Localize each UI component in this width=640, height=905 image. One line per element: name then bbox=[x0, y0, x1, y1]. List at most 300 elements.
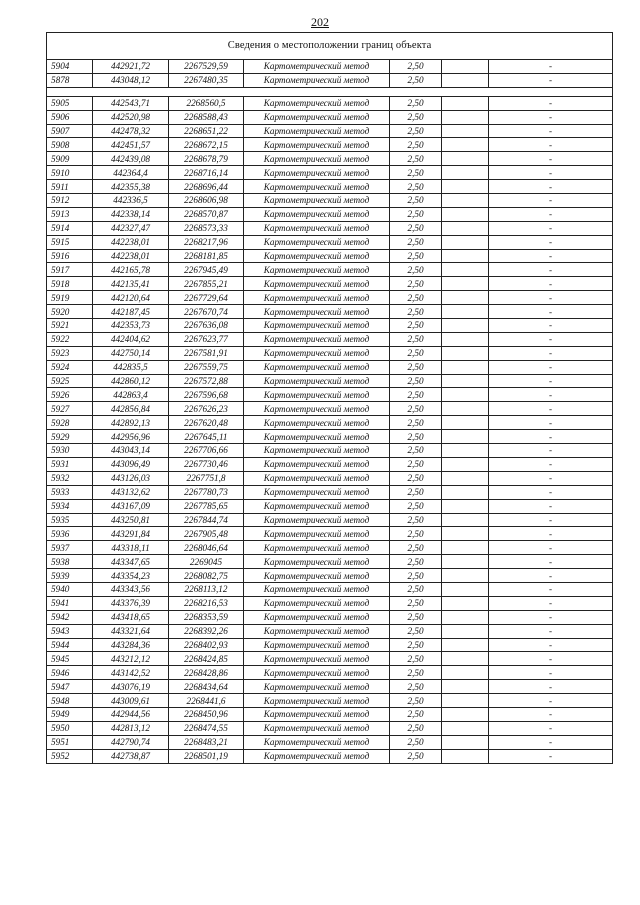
x-coordinate-cell: 442238,01 bbox=[93, 249, 169, 263]
accuracy-cell: 2,50 bbox=[390, 360, 442, 374]
note-cell: - bbox=[489, 416, 613, 430]
table-row bbox=[47, 360, 613, 374]
method-cell: Картометрический метод bbox=[244, 610, 390, 624]
accuracy-cell: 2,50 bbox=[390, 513, 442, 527]
x-coordinate-cell: 442404,62 bbox=[93, 332, 169, 346]
note-cell: - bbox=[489, 166, 613, 180]
note-cell: - bbox=[489, 513, 613, 527]
note-cell: - bbox=[489, 638, 613, 652]
point-number-cell: 5942 bbox=[47, 610, 93, 624]
extra-cell bbox=[442, 360, 489, 374]
x-coordinate-cell: 443418,65 bbox=[93, 610, 169, 624]
extra-cell bbox=[442, 555, 489, 569]
extra-cell bbox=[442, 180, 489, 194]
table-row bbox=[47, 624, 613, 638]
method-cell: Картометрический метод bbox=[244, 541, 390, 555]
method-cell: Картометрический метод bbox=[244, 444, 390, 458]
method-cell: Картометрический метод bbox=[244, 291, 390, 305]
point-number-cell: 5944 bbox=[47, 638, 93, 652]
point-number-cell: 5908 bbox=[47, 138, 93, 152]
table-row bbox=[47, 569, 613, 583]
point-number-cell: 5946 bbox=[47, 666, 93, 680]
y-coordinate-cell: 2268606,98 bbox=[169, 194, 244, 208]
point-number-cell: 5910 bbox=[47, 166, 93, 180]
table-row bbox=[47, 707, 613, 721]
extra-cell bbox=[442, 110, 489, 124]
point-number-cell: 5921 bbox=[47, 319, 93, 333]
point-number-cell: 5930 bbox=[47, 444, 93, 458]
table-row bbox=[47, 291, 613, 305]
extra-cell bbox=[442, 666, 489, 680]
note-cell: - bbox=[489, 194, 613, 208]
y-coordinate-cell: 2268216,53 bbox=[169, 596, 244, 610]
extra-cell bbox=[442, 457, 489, 471]
method-cell: Картометрический метод bbox=[244, 527, 390, 541]
point-number-cell: 5927 bbox=[47, 402, 93, 416]
note-cell: - bbox=[489, 680, 613, 694]
note-cell: - bbox=[489, 596, 613, 610]
accuracy-cell: 2,50 bbox=[390, 152, 442, 166]
point-number-cell: 5878 bbox=[47, 73, 93, 87]
method-cell: Картометрический метод bbox=[244, 221, 390, 235]
y-coordinate-cell: 2267855,21 bbox=[169, 277, 244, 291]
x-coordinate-cell: 443212,12 bbox=[93, 652, 169, 666]
accuracy-cell: 2,50 bbox=[390, 138, 442, 152]
table-row bbox=[47, 416, 613, 430]
point-number-cell: 5911 bbox=[47, 180, 93, 194]
point-number-cell: 5904 bbox=[47, 60, 93, 74]
extra-cell bbox=[442, 569, 489, 583]
note-cell: - bbox=[489, 721, 613, 735]
extra-cell bbox=[442, 207, 489, 221]
accuracy-cell: 2,50 bbox=[390, 444, 442, 458]
accuracy-cell: 2,50 bbox=[390, 346, 442, 360]
point-number-cell: 5931 bbox=[47, 457, 93, 471]
extra-cell bbox=[442, 388, 489, 402]
point-number-cell: 5938 bbox=[47, 555, 93, 569]
accuracy-cell: 2,50 bbox=[390, 416, 442, 430]
x-coordinate-cell: 442738,87 bbox=[93, 749, 169, 763]
table-row bbox=[47, 749, 613, 763]
method-cell: Картометрический метод bbox=[244, 110, 390, 124]
table-row bbox=[47, 666, 613, 680]
note-cell: - bbox=[489, 666, 613, 680]
table-row bbox=[47, 374, 613, 388]
note-cell: - bbox=[489, 305, 613, 319]
table-row bbox=[47, 402, 613, 416]
note-cell: - bbox=[489, 527, 613, 541]
y-coordinate-cell: 2267729,64 bbox=[169, 291, 244, 305]
note-cell: - bbox=[489, 73, 613, 87]
method-cell: Картометрический метод bbox=[244, 555, 390, 569]
accuracy-cell: 2,50 bbox=[390, 60, 442, 74]
table-row bbox=[47, 499, 613, 513]
accuracy-cell: 2,50 bbox=[390, 485, 442, 499]
table-row bbox=[47, 194, 613, 208]
method-cell: Картометрический метод bbox=[244, 569, 390, 583]
method-cell: Картометрический метод bbox=[244, 624, 390, 638]
y-coordinate-cell: 2268392,26 bbox=[169, 624, 244, 638]
accuracy-cell: 2,50 bbox=[390, 291, 442, 305]
accuracy-cell: 2,50 bbox=[390, 207, 442, 221]
table-row bbox=[47, 277, 613, 291]
extra-cell bbox=[442, 610, 489, 624]
point-number-cell: 5920 bbox=[47, 305, 93, 319]
method-cell: Картометрический метод bbox=[244, 332, 390, 346]
accuracy-cell: 2,50 bbox=[390, 194, 442, 208]
extra-cell bbox=[442, 444, 489, 458]
y-coordinate-cell: 2267905,48 bbox=[169, 527, 244, 541]
note-cell: - bbox=[489, 360, 613, 374]
accuracy-cell: 2,50 bbox=[390, 124, 442, 138]
point-number-cell: 5941 bbox=[47, 596, 93, 610]
extra-cell bbox=[442, 332, 489, 346]
table-row bbox=[47, 596, 613, 610]
x-coordinate-cell: 443142,52 bbox=[93, 666, 169, 680]
note-cell: - bbox=[489, 707, 613, 721]
table-row bbox=[47, 555, 613, 569]
y-coordinate-cell: 2267529,59 bbox=[169, 60, 244, 74]
table-heading-row bbox=[47, 33, 613, 60]
x-coordinate-cell: 442336,5 bbox=[93, 194, 169, 208]
accuracy-cell: 2,50 bbox=[390, 166, 442, 180]
point-number-cell: 5952 bbox=[47, 749, 93, 763]
method-cell: Картометрический метод bbox=[244, 138, 390, 152]
y-coordinate-cell: 2269045 bbox=[169, 555, 244, 569]
note-cell: - bbox=[489, 60, 613, 74]
y-coordinate-cell: 2267620,48 bbox=[169, 416, 244, 430]
table-row bbox=[47, 124, 613, 138]
x-coordinate-cell: 442120,64 bbox=[93, 291, 169, 305]
accuracy-cell: 2,50 bbox=[390, 430, 442, 444]
point-number-cell: 5924 bbox=[47, 360, 93, 374]
extra-cell bbox=[442, 194, 489, 208]
y-coordinate-cell: 2267480,35 bbox=[169, 73, 244, 87]
extra-cell bbox=[442, 652, 489, 666]
table-row bbox=[47, 110, 613, 124]
x-coordinate-cell: 442860,12 bbox=[93, 374, 169, 388]
note-cell: - bbox=[489, 180, 613, 194]
y-coordinate-cell: 2268501,19 bbox=[169, 749, 244, 763]
y-coordinate-cell: 2268424,85 bbox=[169, 652, 244, 666]
method-cell: Картометрический метод bbox=[244, 96, 390, 110]
y-coordinate-cell: 2267780,73 bbox=[169, 485, 244, 499]
note-cell: - bbox=[489, 319, 613, 333]
y-coordinate-cell: 2268353,59 bbox=[169, 610, 244, 624]
x-coordinate-cell: 442451,57 bbox=[93, 138, 169, 152]
method-cell: Картометрический метод bbox=[244, 207, 390, 221]
table-row bbox=[47, 471, 613, 485]
accuracy-cell: 2,50 bbox=[390, 680, 442, 694]
y-coordinate-cell: 2268441,6 bbox=[169, 694, 244, 708]
table-row bbox=[47, 138, 613, 152]
note-cell: - bbox=[489, 207, 613, 221]
method-cell: Картометрический метод bbox=[244, 457, 390, 471]
extra-cell bbox=[442, 249, 489, 263]
method-cell: Картометрический метод bbox=[244, 666, 390, 680]
y-coordinate-cell: 2268672,15 bbox=[169, 138, 244, 152]
accuracy-cell: 2,50 bbox=[390, 388, 442, 402]
method-cell: Картометрический метод bbox=[244, 374, 390, 388]
table-row bbox=[47, 444, 613, 458]
accuracy-cell: 2,50 bbox=[390, 263, 442, 277]
x-coordinate-cell: 443347,65 bbox=[93, 555, 169, 569]
y-coordinate-cell: 2267581,91 bbox=[169, 346, 244, 360]
method-cell: Картометрический метод bbox=[244, 166, 390, 180]
x-coordinate-cell: 443343,56 bbox=[93, 582, 169, 596]
extra-cell bbox=[442, 485, 489, 499]
table-row bbox=[47, 735, 613, 749]
table-row bbox=[47, 582, 613, 596]
note-cell: - bbox=[489, 457, 613, 471]
extra-cell bbox=[442, 749, 489, 763]
note-cell: - bbox=[489, 749, 613, 763]
y-coordinate-cell: 2267572,88 bbox=[169, 374, 244, 388]
point-number-cell: 5929 bbox=[47, 430, 93, 444]
y-coordinate-cell: 2268483,21 bbox=[169, 735, 244, 749]
method-cell: Картометрический метод bbox=[244, 499, 390, 513]
x-coordinate-cell: 442790,74 bbox=[93, 735, 169, 749]
y-coordinate-cell: 2268217,96 bbox=[169, 235, 244, 249]
boundary-table-sheet bbox=[46, 32, 612, 764]
point-number-cell: 5926 bbox=[47, 388, 93, 402]
x-coordinate-cell: 442813,12 bbox=[93, 721, 169, 735]
table-row bbox=[47, 152, 613, 166]
accuracy-cell: 2,50 bbox=[390, 666, 442, 680]
accuracy-cell: 2,50 bbox=[390, 277, 442, 291]
method-cell: Картометрический метод bbox=[244, 194, 390, 208]
method-cell: Картометрический метод bbox=[244, 388, 390, 402]
point-number-cell: 5909 bbox=[47, 152, 93, 166]
point-number-cell: 5917 bbox=[47, 263, 93, 277]
y-coordinate-cell: 2267596,68 bbox=[169, 388, 244, 402]
x-coordinate-cell: 442135,41 bbox=[93, 277, 169, 291]
x-coordinate-cell: 442338,14 bbox=[93, 207, 169, 221]
extra-cell bbox=[442, 735, 489, 749]
accuracy-cell: 2,50 bbox=[390, 249, 442, 263]
accuracy-cell: 2,50 bbox=[390, 638, 442, 652]
method-cell: Картометрический метод bbox=[244, 735, 390, 749]
extra-cell bbox=[442, 263, 489, 277]
method-cell: Картометрический метод bbox=[244, 680, 390, 694]
method-cell: Картометрический метод bbox=[244, 180, 390, 194]
extra-cell bbox=[442, 582, 489, 596]
method-cell: Картометрический метод bbox=[244, 430, 390, 444]
y-coordinate-cell: 2267844,74 bbox=[169, 513, 244, 527]
note-cell: - bbox=[489, 610, 613, 624]
x-coordinate-cell: 443009,61 bbox=[93, 694, 169, 708]
accuracy-cell: 2,50 bbox=[390, 735, 442, 749]
accuracy-cell: 2,50 bbox=[390, 652, 442, 666]
note-cell: - bbox=[489, 444, 613, 458]
accuracy-cell: 2,50 bbox=[390, 332, 442, 346]
note-cell: - bbox=[489, 235, 613, 249]
accuracy-cell: 2,50 bbox=[390, 694, 442, 708]
boundary-coordinates-table bbox=[46, 32, 613, 764]
note-cell: - bbox=[489, 138, 613, 152]
y-coordinate-cell: 2268474,55 bbox=[169, 721, 244, 735]
accuracy-cell: 2,50 bbox=[390, 235, 442, 249]
table-row bbox=[47, 221, 613, 235]
accuracy-cell: 2,50 bbox=[390, 527, 442, 541]
method-cell: Картометрический метод bbox=[244, 305, 390, 319]
extra-cell bbox=[442, 235, 489, 249]
x-coordinate-cell: 442364,4 bbox=[93, 166, 169, 180]
point-number-cell: 5928 bbox=[47, 416, 93, 430]
point-number-cell: 5951 bbox=[47, 735, 93, 749]
page-number: 202 bbox=[311, 15, 329, 29]
table-row bbox=[47, 207, 613, 221]
point-number-cell: 5947 bbox=[47, 680, 93, 694]
x-coordinate-cell: 443354,23 bbox=[93, 569, 169, 583]
point-number-cell: 5950 bbox=[47, 721, 93, 735]
note-cell: - bbox=[489, 485, 613, 499]
y-coordinate-cell: 2268716,14 bbox=[169, 166, 244, 180]
point-number-cell: 5912 bbox=[47, 194, 93, 208]
y-coordinate-cell: 2267730,46 bbox=[169, 457, 244, 471]
x-coordinate-cell: 442439,08 bbox=[93, 152, 169, 166]
table-row bbox=[47, 96, 613, 110]
table-row bbox=[47, 485, 613, 499]
extra-cell bbox=[442, 499, 489, 513]
extra-cell bbox=[442, 596, 489, 610]
point-number-cell: 5939 bbox=[47, 569, 93, 583]
method-cell: Картометрический метод bbox=[244, 749, 390, 763]
method-cell: Картометрический метод bbox=[244, 263, 390, 277]
extra-cell bbox=[442, 694, 489, 708]
point-number-cell: 5932 bbox=[47, 471, 93, 485]
x-coordinate-cell: 443318,11 bbox=[93, 541, 169, 555]
x-coordinate-cell: 442327,47 bbox=[93, 221, 169, 235]
note-cell: - bbox=[489, 291, 613, 305]
accuracy-cell: 2,50 bbox=[390, 749, 442, 763]
extra-cell bbox=[442, 721, 489, 735]
accuracy-cell: 2,50 bbox=[390, 319, 442, 333]
accuracy-cell: 2,50 bbox=[390, 402, 442, 416]
x-coordinate-cell: 442165,78 bbox=[93, 263, 169, 277]
y-coordinate-cell: 2267751,8 bbox=[169, 471, 244, 485]
table-row bbox=[47, 305, 613, 319]
extra-cell bbox=[442, 221, 489, 235]
extra-cell bbox=[442, 680, 489, 694]
x-coordinate-cell: 443321,64 bbox=[93, 624, 169, 638]
y-coordinate-cell: 2268573,33 bbox=[169, 221, 244, 235]
table-row bbox=[47, 388, 613, 402]
accuracy-cell: 2,50 bbox=[390, 596, 442, 610]
method-cell: Картометрический метод bbox=[244, 513, 390, 527]
point-number-cell: 5916 bbox=[47, 249, 93, 263]
extra-cell bbox=[442, 152, 489, 166]
note-cell: - bbox=[489, 374, 613, 388]
extra-cell bbox=[442, 138, 489, 152]
y-coordinate-cell: 2268428,86 bbox=[169, 666, 244, 680]
method-cell: Картометрический метод bbox=[244, 124, 390, 138]
note-cell: - bbox=[489, 388, 613, 402]
method-cell: Картометрический метод bbox=[244, 235, 390, 249]
y-coordinate-cell: 2268570,87 bbox=[169, 207, 244, 221]
method-cell: Картометрический метод bbox=[244, 319, 390, 333]
table-row bbox=[47, 513, 613, 527]
accuracy-cell: 2,50 bbox=[390, 582, 442, 596]
x-coordinate-cell: 442187,45 bbox=[93, 305, 169, 319]
method-cell: Картометрический метод bbox=[244, 721, 390, 735]
extra-cell bbox=[442, 277, 489, 291]
point-number-cell: 5913 bbox=[47, 207, 93, 221]
table-row bbox=[47, 638, 613, 652]
point-number-cell: 5907 bbox=[47, 124, 93, 138]
table-row bbox=[47, 60, 613, 74]
note-cell: - bbox=[489, 332, 613, 346]
method-cell: Картометрический метод bbox=[244, 416, 390, 430]
table-row bbox=[47, 694, 613, 708]
table-gap-row bbox=[47, 87, 613, 96]
point-number-cell: 5905 bbox=[47, 96, 93, 110]
method-cell: Картометрический метод bbox=[244, 402, 390, 416]
y-coordinate-cell: 2267945,49 bbox=[169, 263, 244, 277]
point-number-cell: 5935 bbox=[47, 513, 93, 527]
table-title: Сведения о местоположении границ объекта bbox=[47, 33, 613, 60]
x-coordinate-cell: 443284,36 bbox=[93, 638, 169, 652]
x-coordinate-cell: 442863,4 bbox=[93, 388, 169, 402]
method-cell: Картометрический метод bbox=[244, 652, 390, 666]
extra-cell bbox=[442, 638, 489, 652]
accuracy-cell: 2,50 bbox=[390, 221, 442, 235]
note-cell: - bbox=[489, 735, 613, 749]
y-coordinate-cell: 2268181,85 bbox=[169, 249, 244, 263]
x-coordinate-cell: 442520,98 bbox=[93, 110, 169, 124]
y-coordinate-cell: 2268696,44 bbox=[169, 180, 244, 194]
extra-cell bbox=[442, 416, 489, 430]
table-row bbox=[47, 249, 613, 263]
point-number-cell: 5934 bbox=[47, 499, 93, 513]
point-number-cell: 5948 bbox=[47, 694, 93, 708]
x-coordinate-cell: 443132,62 bbox=[93, 485, 169, 499]
accuracy-cell: 2,50 bbox=[390, 624, 442, 638]
y-coordinate-cell: 2268402,93 bbox=[169, 638, 244, 652]
accuracy-cell: 2,50 bbox=[390, 305, 442, 319]
note-cell: - bbox=[489, 694, 613, 708]
method-cell: Картометрический метод bbox=[244, 73, 390, 87]
note-cell: - bbox=[489, 652, 613, 666]
y-coordinate-cell: 2268450,96 bbox=[169, 707, 244, 721]
point-number-cell: 5919 bbox=[47, 291, 93, 305]
point-number-cell: 5915 bbox=[47, 235, 93, 249]
method-cell: Картометрический метод bbox=[244, 277, 390, 291]
point-number-cell: 5918 bbox=[47, 277, 93, 291]
method-cell: Картометрический метод bbox=[244, 249, 390, 263]
table-row bbox=[47, 721, 613, 735]
x-coordinate-cell: 443250,81 bbox=[93, 513, 169, 527]
accuracy-cell: 2,50 bbox=[390, 541, 442, 555]
accuracy-cell: 2,50 bbox=[390, 374, 442, 388]
method-cell: Картометрический метод bbox=[244, 694, 390, 708]
point-number-cell: 5933 bbox=[47, 485, 93, 499]
point-number-cell: 5936 bbox=[47, 527, 93, 541]
table-row bbox=[47, 527, 613, 541]
extra-cell bbox=[442, 402, 489, 416]
accuracy-cell: 2,50 bbox=[390, 721, 442, 735]
note-cell: - bbox=[489, 277, 613, 291]
accuracy-cell: 2,50 bbox=[390, 610, 442, 624]
note-cell: - bbox=[489, 346, 613, 360]
extra-cell bbox=[442, 319, 489, 333]
accuracy-cell: 2,50 bbox=[390, 499, 442, 513]
accuracy-cell: 2,50 bbox=[390, 555, 442, 569]
x-coordinate-cell: 442856,84 bbox=[93, 402, 169, 416]
point-number-cell: 5937 bbox=[47, 541, 93, 555]
extra-cell bbox=[442, 291, 489, 305]
x-coordinate-cell: 443126,03 bbox=[93, 471, 169, 485]
